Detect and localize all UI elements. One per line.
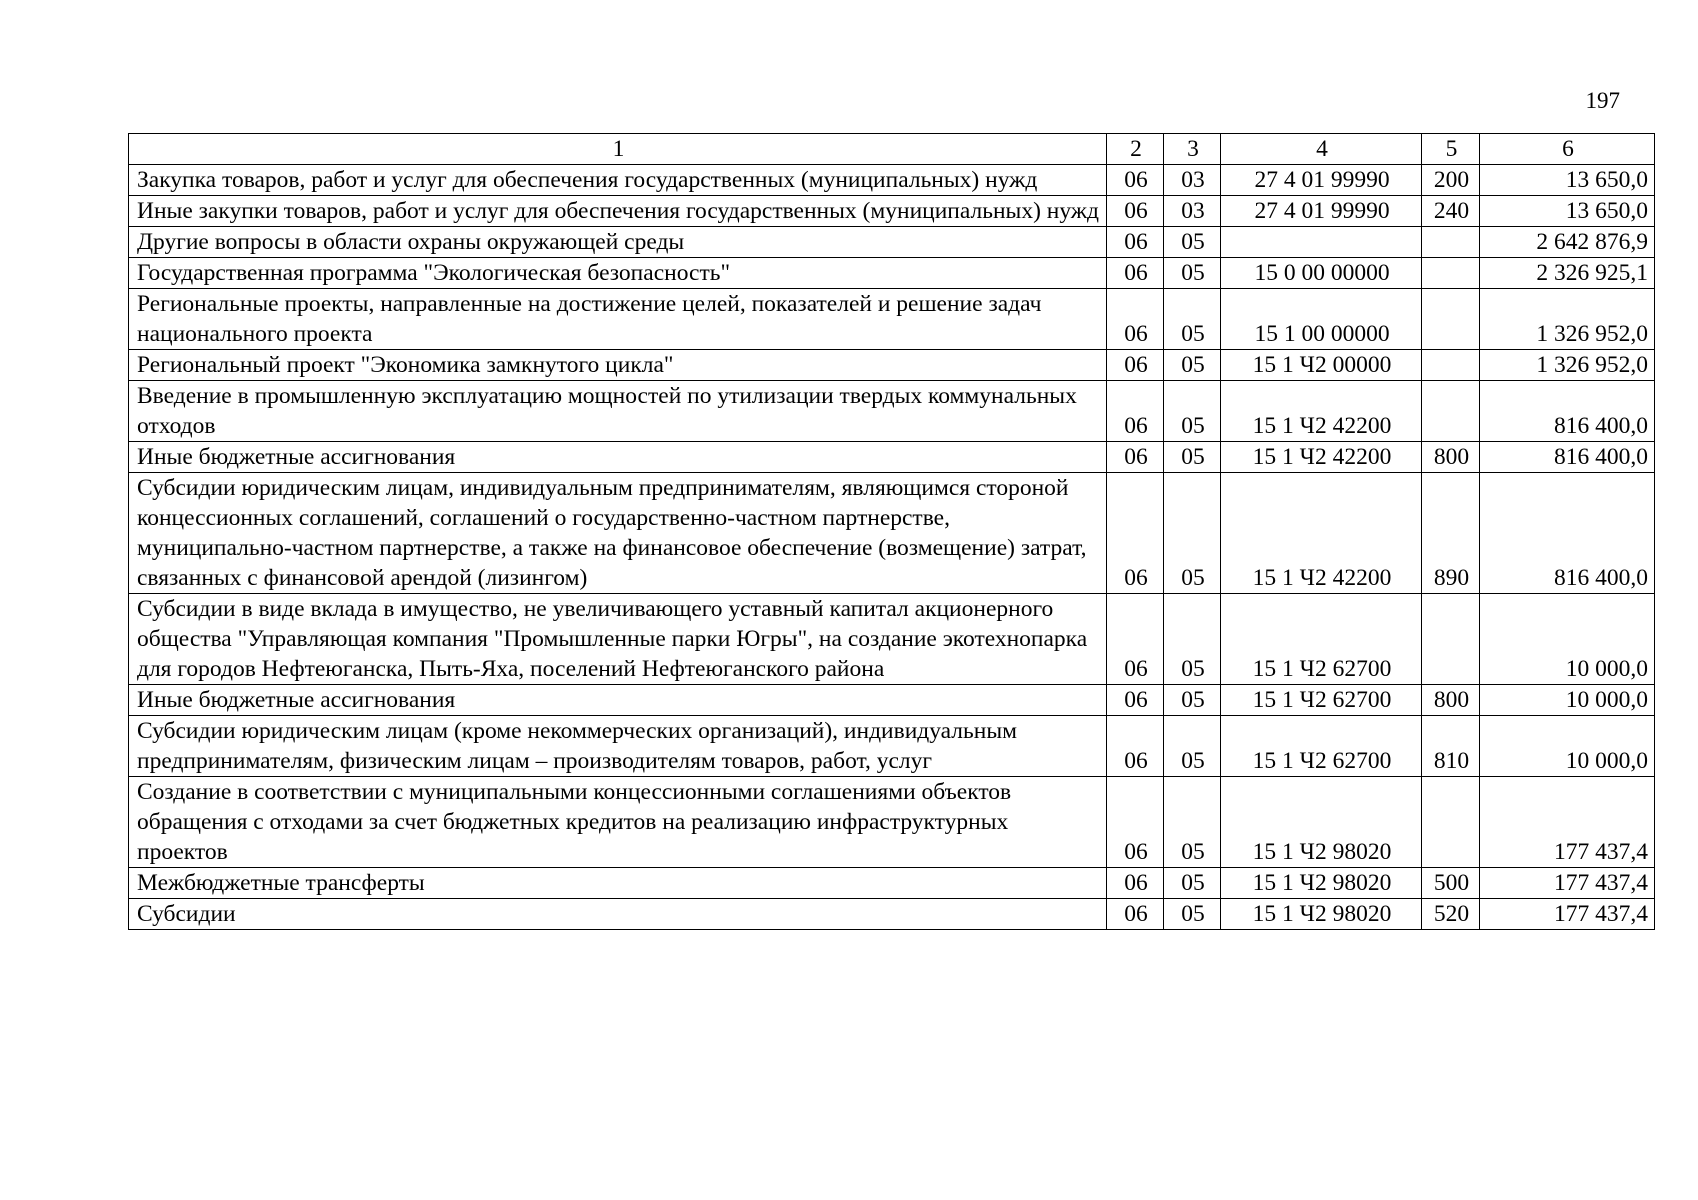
row-subsection-cell: 05: [1164, 227, 1221, 258]
row-target-article-cell: 15 0 00 00000: [1221, 258, 1422, 289]
row-section-cell: 06: [1107, 442, 1164, 473]
table-row: [129, 165, 1655, 196]
row-expense-type-cell: [1422, 227, 1480, 258]
row-amount-cell: 816 400,0: [1480, 381, 1655, 442]
row-amount-cell: 10 000,0: [1480, 594, 1655, 685]
row-target-article-cell: 15 1 Ч2 62700: [1221, 685, 1422, 716]
row-target-article-cell: 15 1 Ч2 00000: [1221, 350, 1422, 381]
row-amount-cell: 2 642 876,9: [1480, 227, 1655, 258]
table-row: [129, 899, 1655, 930]
table-header: [129, 134, 1655, 165]
row-section-cell: 06: [1107, 165, 1164, 196]
row-target-article-cell: 15 1 Ч2 42200: [1221, 473, 1422, 594]
row-name-cell: Иные бюджетные ассигнования: [129, 442, 1107, 473]
row-expense-type-cell: 800: [1422, 442, 1480, 473]
row-expense-type-cell: 240: [1422, 196, 1480, 227]
row-section-cell: 06: [1107, 594, 1164, 685]
row-section-cell: 06: [1107, 227, 1164, 258]
table-body: [129, 165, 1655, 930]
row-subsection-cell: 05: [1164, 381, 1221, 442]
row-expense-type-cell: 200: [1422, 165, 1480, 196]
row-amount-cell: 10 000,0: [1480, 716, 1655, 777]
row-amount-cell: 177 437,4: [1480, 868, 1655, 899]
header-col-5: 5: [1422, 134, 1480, 165]
row-subsection-cell: 05: [1164, 442, 1221, 473]
row-subsection-cell: 05: [1164, 777, 1221, 868]
row-section-cell: 06: [1107, 685, 1164, 716]
row-amount-cell: 816 400,0: [1480, 442, 1655, 473]
row-subsection-cell: 03: [1164, 165, 1221, 196]
header-col-4: 4: [1221, 134, 1422, 165]
row-target-article-cell: 15 1 Ч2 62700: [1221, 594, 1422, 685]
row-name-cell: Региональный проект "Экономика замкнутого цикла": [129, 350, 1107, 381]
row-target-article-cell: 15 1 Ч2 98020: [1221, 899, 1422, 930]
row-name-cell: Региональные проекты, направленные на достижение целей, показателей и решение задач национального проекта: [129, 289, 1107, 350]
row-name-cell: Государственная программа "Экологическая безопасность": [129, 258, 1107, 289]
row-section-cell: 06: [1107, 473, 1164, 594]
row-subsection-cell: 05: [1164, 685, 1221, 716]
row-name-cell: Иные бюджетные ассигнования: [129, 685, 1107, 716]
table-row: [129, 594, 1655, 685]
row-expense-type-cell: 890: [1422, 473, 1480, 594]
row-name-cell: Субсидии в виде вклада в имущество, не увеличивающего уставный капитал акционерного общества "Управляющая компания "Промышленные парки Югры", на создание экотехнопарка для городов Нефтеюганска, Пыть-Яха, поселений Нефтеюганского района: [129, 594, 1107, 685]
row-name-cell: Субсидии юридическим лицам, индивидуальным предпринимателям, являющимся стороной концессионных соглашений, соглашений о государственно-частном партнерстве, муниципально-частном партнерстве, а также на финансовое обеспечение (возмещение) затрат, связанных с финансовой арендой (лизингом): [129, 473, 1107, 594]
row-name-cell: Субсидии юридическим лицам (кроме некоммерческих организаций), индивидуальным предпринимателям, физическим лицам – производителям товаров, работ, услуг: [129, 716, 1107, 777]
row-amount-cell: 1 326 952,0: [1480, 289, 1655, 350]
row-target-article-cell: [1221, 227, 1422, 258]
header-col-2: 2: [1107, 134, 1164, 165]
row-subsection-cell: 05: [1164, 868, 1221, 899]
header-col-6: 6: [1480, 134, 1655, 165]
row-expense-type-cell: [1422, 350, 1480, 381]
row-amount-cell: 177 437,4: [1480, 777, 1655, 868]
row-name-cell: Субсидии: [129, 899, 1107, 930]
table-row: [129, 777, 1655, 868]
table-row: [129, 227, 1655, 258]
row-section-cell: 06: [1107, 716, 1164, 777]
table-row: [129, 716, 1655, 777]
row-target-article-cell: 15 1 Ч2 42200: [1221, 442, 1422, 473]
row-amount-cell: 13 650,0: [1480, 165, 1655, 196]
row-section-cell: 06: [1107, 350, 1164, 381]
table-row: [129, 685, 1655, 716]
table-row: [129, 381, 1655, 442]
table-row: [129, 258, 1655, 289]
row-section-cell: 06: [1107, 868, 1164, 899]
row-amount-cell: 177 437,4: [1480, 899, 1655, 930]
row-expense-type-cell: [1422, 289, 1480, 350]
row-subsection-cell: 05: [1164, 716, 1221, 777]
table-row: [129, 289, 1655, 350]
header-col-3: 3: [1164, 134, 1221, 165]
row-expense-type-cell: 810: [1422, 716, 1480, 777]
row-name-cell: Иные закупки товаров, работ и услуг для обеспечения государственных (муниципальных) нужд: [129, 196, 1107, 227]
budget-table: [128, 133, 1655, 930]
row-name-cell: Создание в соответствии с муниципальными концессионными соглашениями объектов обращения с отходами за счет бюджетных кредитов на реализацию инфраструктурных проектов: [129, 777, 1107, 868]
row-section-cell: 06: [1107, 899, 1164, 930]
row-expense-type-cell: 800: [1422, 685, 1480, 716]
table-row: [129, 473, 1655, 594]
row-section-cell: 06: [1107, 289, 1164, 350]
row-subsection-cell: 05: [1164, 289, 1221, 350]
row-amount-cell: 816 400,0: [1480, 473, 1655, 594]
header-col-1: 1: [129, 134, 1107, 165]
row-section-cell: 06: [1107, 258, 1164, 289]
row-subsection-cell: 05: [1164, 350, 1221, 381]
row-name-cell: Межбюджетные трансферты: [129, 868, 1107, 899]
row-expense-type-cell: [1422, 381, 1480, 442]
row-section-cell: 06: [1107, 777, 1164, 868]
table-row: [129, 442, 1655, 473]
header-row: [129, 134, 1655, 165]
row-name-cell: Закупка товаров, работ и услуг для обеспечения государственных (муниципальных) нужд: [129, 165, 1107, 196]
row-section-cell: 06: [1107, 381, 1164, 442]
row-amount-cell: 2 326 925,1: [1480, 258, 1655, 289]
table-row: [129, 350, 1655, 381]
table-row: [129, 868, 1655, 899]
row-name-cell: Введение в промышленную эксплуатацию мощностей по утилизации твердых коммунальных отходов: [129, 381, 1107, 442]
row-target-article-cell: 15 1 00 00000: [1221, 289, 1422, 350]
page-number: 197: [1585, 88, 1620, 113]
row-target-article-cell: 27 4 01 99990: [1221, 196, 1422, 227]
row-target-article-cell: 15 1 Ч2 42200: [1221, 381, 1422, 442]
row-amount-cell: 1 326 952,0: [1480, 350, 1655, 381]
row-target-article-cell: 15 1 Ч2 98020: [1221, 868, 1422, 899]
table-row: [129, 196, 1655, 227]
row-expense-type-cell: [1422, 594, 1480, 685]
row-target-article-cell: 15 1 Ч2 98020: [1221, 777, 1422, 868]
row-name-cell: Другие вопросы в области охраны окружающей среды: [129, 227, 1107, 258]
row-expense-type-cell: 520: [1422, 899, 1480, 930]
row-subsection-cell: 05: [1164, 473, 1221, 594]
row-expense-type-cell: [1422, 777, 1480, 868]
row-expense-type-cell: [1422, 258, 1480, 289]
row-amount-cell: 10 000,0: [1480, 685, 1655, 716]
row-section-cell: 06: [1107, 196, 1164, 227]
row-subsection-cell: 05: [1164, 594, 1221, 685]
row-subsection-cell: 05: [1164, 899, 1221, 930]
row-target-article-cell: 27 4 01 99990: [1221, 165, 1422, 196]
row-expense-type-cell: 500: [1422, 868, 1480, 899]
row-amount-cell: 13 650,0: [1480, 196, 1655, 227]
row-target-article-cell: 15 1 Ч2 62700: [1221, 716, 1422, 777]
row-subsection-cell: 03: [1164, 196, 1221, 227]
row-subsection-cell: 05: [1164, 258, 1221, 289]
